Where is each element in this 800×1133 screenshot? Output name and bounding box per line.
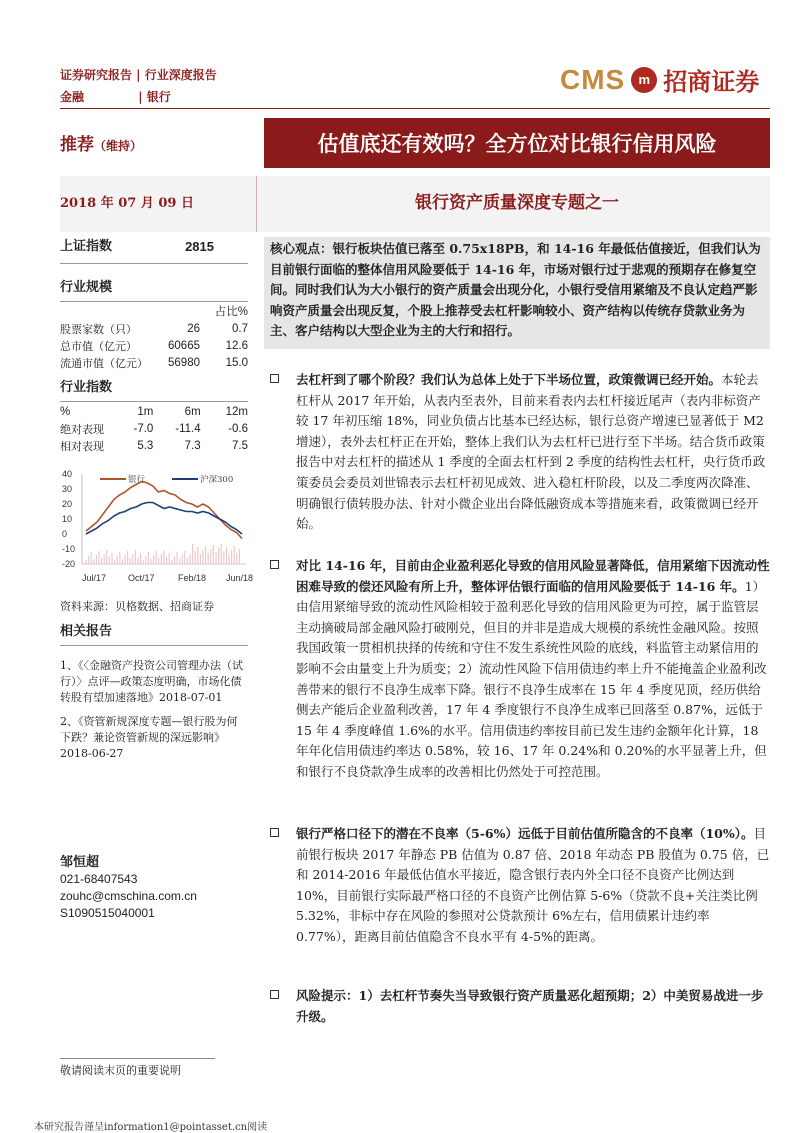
scale-row-label: 股票家数（只） [60,323,137,336]
perf-title: 行业指数 [60,380,113,395]
scale-row-v2: 12.6 [225,340,248,352]
related-title: 相关报告 [60,624,113,639]
related-rule [60,645,248,646]
index-label: 上证指数 [60,239,113,254]
scale-row-label: 总市值（亿元） [60,340,137,353]
bullet-risk [270,986,770,1027]
analyst-name: 邹恒超 [60,855,100,870]
bullet-lead: 去杠杆到了哪个阶段？我们认为总体上处于下半场位置，政策微调已经开始。 [296,372,722,387]
report-date: 2018 年 07 月 09 日 [60,196,194,211]
source-note: 资料来源：贝格数据、招商证券 [60,600,214,613]
y-tick-label: 40 [62,469,73,479]
rating-label: 推荐 [60,135,94,155]
analyst-phone: 021-68407543 [60,872,138,886]
rating-sub: （维持） [94,139,143,153]
y-tick-label: 0 [62,529,68,539]
scale-row-label: 流通市值（亿元） [60,357,148,370]
y-tick-label: -20 [62,559,76,569]
index-chart-svg [60,466,254,586]
bullet-deleveraging [270,370,770,535]
scale-row-v1: 26 [187,323,200,335]
bullet-body: 目前银行板块 2017 年静态 PB 估值为 0.87 倍、2018 年动态 PB 股值为 0.75 倍，已和 2014-2016 年最低估值水平接近，隐含银行表内外全口径不良资产比例达到 10%，目前银行实际最严格口径的不良资产比例估算 5-6%（贷款不良+关注类比例 5.32%，非标中存在风险的参照对公贷款预计 6%左右，信用债累计违约率 0.77%），距离目前估值隐含不良水平有 4-5%的距离。 [296,826,770,944]
square-bullet-icon [270,560,279,569]
cms-logo [560,62,759,97]
scale-col-head: 占比% [214,306,248,318]
bullet-npl [270,824,770,948]
y-tick-label: -10 [62,544,76,554]
x-tick-label: Jun/18 [226,573,254,583]
y-tick-label: 20 [62,499,73,509]
core-view-summary: 核心观点：银行板块估值已落至 0.75x18PB，和 14-16 年最低估值接近，但我们认为目前银行面临的整体信用风险要低于 14-16 年，市场对银行过于悲观的预期存在修复空间。同时我们认为大小银行的资产质量会出现分化，小银行受信用紧缩及不良认定趋严影响资产质量会出现反复，个股上推荐受去杠杆影响较小、资产结构以传统存贷款业务为主、客户结构以大型企业为主的大行和招行。 [264,237,770,349]
report-title: 估值底还有效吗？全方位对比银行信用风险 [264,118,770,168]
rating [60,130,142,155]
report-subtitle: 银行资产质量深度专题之一 [415,193,619,213]
bullet-body: 1）由信用紧缩导致的流动性风险相较于盈利恶化导致的信用风险更为可控，属于监管层主动摘破局部金融风险打破刚兑，但目的并非是造成大规模的系统性金融风险。按照我国政策一贯相机抉择的传统和守住不发生系统性风险的底线，料监管主动紧信用的影响不会由量变上升为质变；2）流动性风险下信用债违约率上升不能掩盖企业盈利改善带来的银行不良净生成率下降。银行不良净生成率在 15 年 4 季度见顶，经历供给侧去产能后企业盈利改善，17 年 4 季度银行不良净生成率已回落至 0.87%，远低于 15 年 4 季度峰值 1.6%的水平。信用债违约率按目前已发生违约金额年化计算，18 年年化信用债违约率达 0.58%，较 16、17 年 0.24%和 0.20%的水平显著上升，但和银行不良贷款净生成率的改善相比仍然处于可控范围。 [296,578,767,779]
sector-finance: 金融 [60,90,85,104]
sector-line [60,88,171,105]
perf-row-label: 相对表现 [60,440,104,453]
square-bullet-icon [270,990,279,999]
scale-row-v2: 0.7 [232,323,248,335]
scale-title: 行业规模 [60,280,113,295]
logo-chinese: 招商证券 [663,67,760,96]
perf-head: 6m [184,406,201,418]
scale-row-v1: 60665 [168,340,200,352]
square-bullet-icon [270,374,279,383]
x-tick-label: Jul/17 [82,573,107,583]
scale-rule [60,301,248,302]
bullet-lead: 银行严格口径下的潜在不良率（5-6%）远低于目前估值所隐含的不良率（10%）。 [296,826,754,841]
series-line [86,503,242,535]
sector-bank: | 银行 [138,90,171,104]
footnote-rule [60,1058,215,1059]
legend-label: 沪深300 [200,475,234,485]
x-tick-label: Oct/17 [128,573,155,583]
footnote: 敬请阅读末页的重要说明 [60,1064,181,1077]
perf-val: 7.5 [231,440,248,452]
x-tick-label: Feb/18 [178,573,207,583]
index-rule [60,263,248,264]
perf-val: -7.0 [133,423,154,435]
logo-badge-icon: m [631,67,657,93]
scale-row-v2: 15.0 [225,357,248,369]
analyst-cert: S1090515040001 [60,906,155,920]
perf-head: 1m [137,406,154,418]
related-block [60,620,248,762]
series-line [86,482,242,539]
related-item[interactable]: 1、《〈金融资产投资公司管理办法（试行）〉点评—政策态度明确，市场化债转股有望加速落地》2018-07-01 [60,659,243,704]
legend-label: 银行 [128,475,146,485]
bottom-note: 本研究报告谨呈information1@pointasset.cn阅读 [34,1122,268,1133]
bullet-lead: 对比 14-16 年，目前由企业盈利恶化导致的信用风险显著降低，信用紧缩下因流动性困难导致的偿还风险有所上升，整体评估银行面临的信用风险要低于 14-16 年。 [296,558,770,594]
logo-latin: CMS [560,63,626,95]
square-bullet-icon [270,828,279,837]
perf-head: 12m [225,406,248,418]
analyst-email[interactable]: zouhc@cmschina.com.cn [60,889,197,903]
perf-val: 5.3 [137,440,154,452]
perf-val: -0.6 [228,423,248,435]
perf-row-label: 绝对表现 [60,423,104,436]
header-rule [60,108,770,109]
index-chart [60,466,254,586]
scale-row-v1: 56980 [168,357,200,369]
perf-val: -11.4 [175,423,201,435]
bullet-credit-risk [270,556,770,783]
index-value: 2815 [185,239,214,254]
y-tick-label: 10 [62,514,73,524]
band-divider [256,176,257,232]
scale-block [60,276,248,372]
index-block [60,238,248,264]
bullet-body: 本轮去杠杆从 2017 年开始，从表内至表外，目前来看表内去杠杆接近尾声（表内非标资产较 17 年初压缩 18%，同业负债占比基本已经达标，银行总资产增速已显著低于 M2 增速），表外去杠杆正在开始，整体上我们认为去杠杆已进行至下半场。结合货币政策报告中对去杠杆的描述从 1 季度的全面去杠杆到 2 季度的结构性去杠杆，央行货币政策委员会委员刘世锦表示去杠杆初见成效、进入稳杠杆阶段，以及二季度两次降准、明确银行债转股办法、针对小微企业出台降低融资成本等措施来看，政策微调已经开始。 [296,372,766,532]
related-item[interactable]: 2、《资管新规深度专题—银行股为何下跌？兼论资管新规的深远影响》2018-06-27 [60,715,238,760]
perf-rule [60,401,248,402]
perf-block [60,376,248,455]
y-tick-label: 30 [62,484,73,494]
perf-head: % [60,406,71,418]
report-type: 证券研究报告 | 行业深度报告 [60,68,217,82]
perf-val: 7.3 [184,440,201,452]
analyst-block [60,854,248,922]
bullet-lead: 风险提示：1）去杠杆节奏失当导致银行资产质量恶化超预期；2）中美贸易战进一步升级。 [296,988,764,1024]
